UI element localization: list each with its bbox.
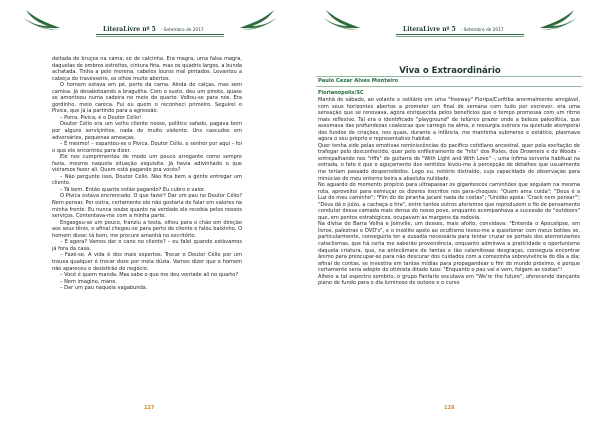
page-header [0, 6, 300, 34]
paragraph: O homem estava em pé, perto da cama. Ainda de calças, mas sem camisa. Já desabotoando a braguilha. Com o susto, deu um pinote, quase se amontoou numa cadeira no meio do quarto. Voltou-se para nós. Era gordinho, meio careca. Fui eu quem o reconheci primeiro. Seguirei o Pivica, que já ia partindo para a agressão. [52, 82, 242, 115]
paragraph: – Dar um pau naquela vagabunda. [60, 285, 148, 292]
paragraph: – É mesmo! – espantou-se o Pivica. Doutor Célio, o senhor por aqui – foi o que ele encontrou para dizer. [52, 141, 242, 154]
left-body-text [52, 56, 242, 292]
paragraph: – Você é quem manda. Mas sabe o que me deu vontade ali no quarto? [60, 272, 239, 279]
author-location: Florianópolis/SC [318, 90, 364, 96]
right-wing-icon [238, 6, 278, 32]
author-rule-bottom [316, 86, 582, 87]
page-number: 128 [444, 405, 455, 411]
paragraph: Alheio a tal espectro sombrio, o grupo Fanfarlo escutava em "We're the future", oferecendo dançante piano de fundo para o dia luminoso de outono e o curso [318, 273, 580, 287]
paragraph: O Pivica estava encrencado. O que fazer? Dar um pau no Doutor Célio? Nem pensar. Por outra, certamente ele não gostaria de falar em valores na minha frente. Eu nunca soube quanto na verdade ele recebia pelos nossos serviços. Contentava-me com a minha parte. [52, 193, 242, 220]
story-title: Viva o Extraordinário [399, 66, 501, 76]
paragraph: Ele nos cumprimentou de modo um pouco arrogante como sempre fazia, mesmo naquela situação esquisita. Já havia adivinhado o que viéramos fazer ali. Quem está pagando pra vocês? [52, 154, 242, 174]
paragraph: Doutor Célio era um velho cliente nosso, político safado, pagava bem por alguns serviçinhos, nada de muito violento. Uns cascudos em adversários, pequenas ameaças. [52, 121, 242, 141]
left-wing-icon [22, 6, 62, 32]
author-name: Paulo Cezar Alves Monteiro [318, 78, 399, 84]
issue-date: - Setembro de 2017 [160, 28, 204, 33]
page-header [300, 6, 600, 34]
header-title [403, 26, 504, 33]
author-rule-top [316, 76, 582, 77]
paragraph: – E agora? Vamos dar o cano no cliente? – eu falei quando estávamos já fora da casa. [52, 239, 242, 252]
paragraph: – Nem imagino, mano. [60, 278, 117, 285]
right-page [300, 0, 600, 424]
paragraph: Engasgou-se um pouco, franziu a testa, olhou para o chão em direção aos seus tênis, e afinal chegou-se para perto do cliente e falou baixinho. O homem disse: tá bom, me procure amanhã no escritório. [52, 219, 242, 239]
right-wing-icon [538, 6, 578, 32]
paragraph: Manhã de sábado, ao volante e solitário em uma "freeway" Floripa/Curitiba anormalmente amigável, com seus horizontes abertos a prometer um final de semana com tudo por escrever, era uma sensação que se renovava, agora enriquecida pelos benefícios que o tempo promessa com um ritmo mais reflexivo. Tal era o identificado "playground" de telúrico prazer onde a beleza paleolítica, que assomava das profundezas coalescas que carrego na alma, e ressurgia outrora na quietude atemporal dos fundos de criações, nos quais, durante a infância, me mantinha submerso e extático, plasmava agora o seu próprio e representativo habitat. [318, 97, 580, 143]
paragraph: – Não pergunte isso, Doutor Célio. Não fica bem a gente entregar um cliente. [52, 173, 242, 187]
left-wing-icon [322, 6, 362, 32]
page-number: 127 [144, 405, 155, 411]
paragraph: – Porra, Pivica, é o Doutor Célio! [60, 114, 142, 121]
paragraph: deitada de bruços na cama, só de calcinha. Era magra, uma falsa magra, daquelas de ombros estreitos, cintura fina, mas os quadris largos, a bunda achatada. Tinha a pele morena, cabelos louros mal pintados. Levantou a cabeça do travesseiro, os olhos muito abertos. [52, 56, 242, 82]
magazine-name: LiteraLivre nº 5 [403, 26, 456, 33]
paragraph: – Fazê-se. A vida é dos mais espertos. Trocar o Doutor Célio por um trouxa qualquer é trocar doze por meia dúzia. Vamos dizer que o homem não apareceu e desistirão do negócio. [52, 252, 242, 272]
header-divider-thin [396, 36, 524, 37]
right-body-text [318, 97, 580, 287]
header-divider-thin [96, 36, 224, 37]
magazine-name: LiteraLivre nº 5 [103, 26, 156, 33]
paragraph: No aguardo do momento propício para ultrapassar os gigantescos caminhões que seguiam na mesma rota, aproveitei para esmiuçar os dizeres inscritos nos para-choques: "Quem ama cuida"; "Deus é a Luz do meu caminho"; "Fim do de piranha jacaré nada de costas"; "Unidão apoia: 'Crack nem pensar'"; "Deus dá o juízo, a cachaça o tira", entre tantos outros aforismos que reproduzem o fio de pensamento condutor dessa camada mais densa do nosso povo, enquanto acompanhava a sucessão de "outdoors" que, em pontos estratégicos, ocupavam as margens da rodovia. [318, 182, 580, 221]
issue-date: - Setembro de 2017 [460, 28, 504, 33]
paragraph: Na divisa de Barra Velha e Joinville, um desses, mais afoito, convidava: "Entenda o Apocalipse, em livros, palestras e DVD's", e o insólito apelo ao ocultismo levou-me a questionar com meus botões se, particularmente, conseguiria ter a ousadia necessária para tentar cruzar os portais dos aterrorizantes cataclismas, que há certa me saberão proveniência, enquanto admirava a praticidade e oportunismo daquela criatura, que, na antecâmara de tantas e tão calamitosas desgraças, conseguia encontrar ânimo para preocupar-se para não descurar dos cuidados com a comezinha sobrevivência do dia a dia; afinal de contas, se investira em tantas mídias para propagandear o fim do mundo próximo, é porque certamente seria adepto do otimista ditado luso: "Enquanto o pau vai e vem, folgam as costas"! [318, 221, 580, 274]
paragraph: Quer tenha sido pelas emotivas reminiscências do pacífico cotidiano ancestral, quer pela excitação de trafegar pelo desconhecido, quer pelo enfileiramento de "hits" dos Pixies, dos Drowners e do Woods - entrepalhando nos "riffs" de guitarra do "With Light and With Love" -, uma ínfima sorveria habitual na estrada, o fato é que o aguçamento dos sentidos levou-me à percepção de detalhes que usualmente me teriam passado despercebidos. Logo eu, notório distraído, cuja capacidade de observação para minúcias do meu entorno beira a absoluta nulidade. [318, 142, 580, 182]
paragraph: – Tá bem. Então quanto estão pagando? Eu cubro o valor. [60, 186, 206, 193]
header-title [103, 26, 204, 33]
